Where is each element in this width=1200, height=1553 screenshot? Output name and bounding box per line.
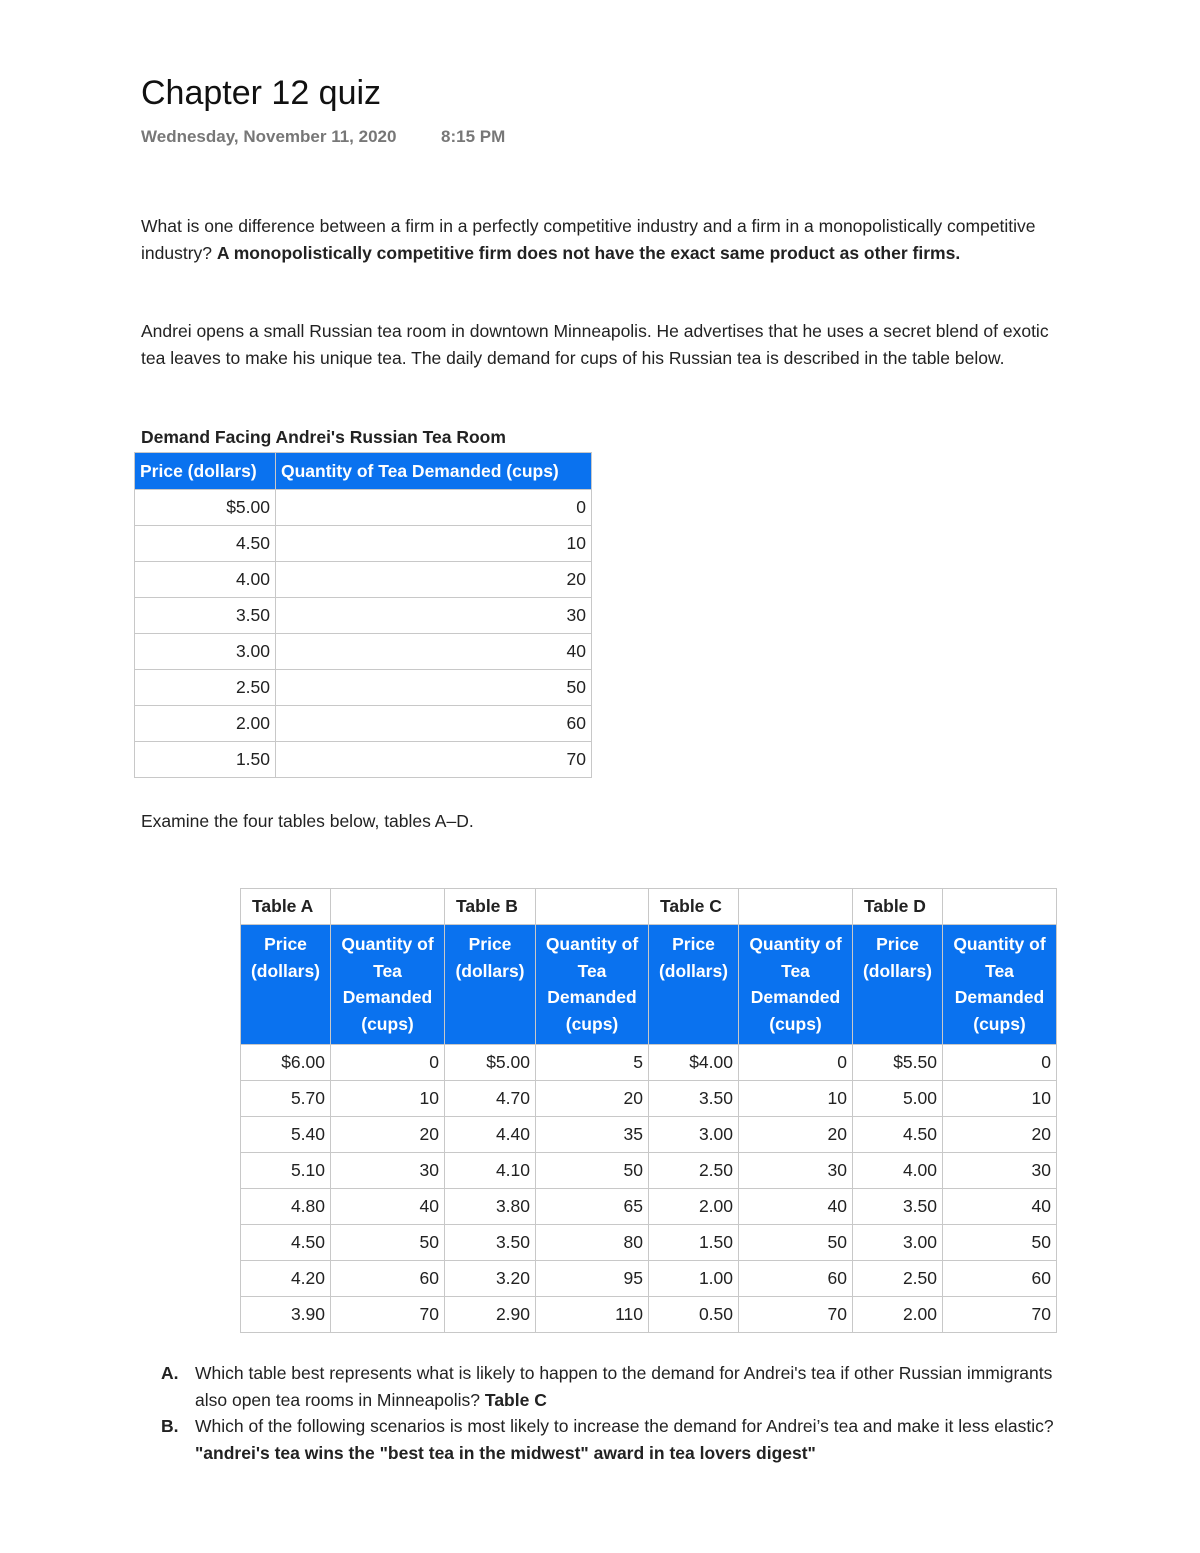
price-cell: 2.00 [853, 1297, 943, 1333]
table-label: Table D [853, 889, 943, 925]
table-label-row [241, 889, 1057, 925]
quantity-cell: 40 [276, 634, 592, 670]
quantity-cell: 20 [276, 562, 592, 598]
table-row [241, 1045, 1057, 1081]
quantity-cell: 70 [943, 1297, 1057, 1333]
price-cell: 3.50 [649, 1081, 739, 1117]
quantity-cell: 60 [943, 1261, 1057, 1297]
quantity-cell: 5 [536, 1045, 649, 1081]
tables-a-d [240, 888, 1057, 1333]
quantity-cell: 20 [331, 1117, 445, 1153]
quantity-cell: 110 [536, 1297, 649, 1333]
table-row [241, 1153, 1057, 1189]
price-cell: 3.50 [853, 1189, 943, 1225]
price-cell: 4.50 [241, 1225, 331, 1261]
empty-cell [943, 889, 1057, 925]
quantity-cell: 35 [536, 1117, 649, 1153]
price-header: Price (dollars) [445, 925, 536, 1045]
price-cell: $5.00 [445, 1045, 536, 1081]
quantity-cell: 50 [943, 1225, 1057, 1261]
table1-caption: Demand Facing Andrei's Russian Tea Room [141, 427, 506, 447]
table-label: Table C [649, 889, 739, 925]
quantity-cell: 80 [536, 1225, 649, 1261]
price-cell: 1.50 [135, 742, 276, 778]
price-cell: 5.70 [241, 1081, 331, 1117]
price-cell: 4.50 [135, 526, 276, 562]
price-cell: 4.10 [445, 1153, 536, 1189]
price-cell: 5.10 [241, 1153, 331, 1189]
quantity-header: Quantity of Tea Demanded (cups) [739, 925, 853, 1045]
quantity-cell: 10 [276, 526, 592, 562]
question-a [141, 1360, 1071, 1413]
quantity-cell: 65 [536, 1189, 649, 1225]
demand-table [134, 452, 592, 778]
table-row [135, 526, 592, 562]
quantity-cell: 10 [331, 1081, 445, 1117]
price-cell: 1.50 [649, 1225, 739, 1261]
price-cell: 5.00 [853, 1081, 943, 1117]
price-cell: 3.20 [445, 1261, 536, 1297]
table-row [241, 1081, 1057, 1117]
quantity-cell: 0 [331, 1045, 445, 1081]
price-cell: $4.00 [649, 1045, 739, 1081]
price-cell: 3.50 [445, 1225, 536, 1261]
table-label: Table B [445, 889, 536, 925]
empty-cell [536, 889, 649, 925]
price-cell: 1.00 [649, 1261, 739, 1297]
price-cell: 2.50 [649, 1153, 739, 1189]
quantity-cell: 95 [536, 1261, 649, 1297]
table-row [135, 598, 592, 634]
quantity-header: Quantity of Tea Demanded (cups) [331, 925, 445, 1045]
quantity-cell: 20 [943, 1117, 1057, 1153]
quantity-cell: 30 [943, 1153, 1057, 1189]
quantity-cell: 30 [331, 1153, 445, 1189]
quantity-cell: 70 [331, 1297, 445, 1333]
price-cell: 4.70 [445, 1081, 536, 1117]
quantity-cell: 30 [276, 598, 592, 634]
quantity-cell: 10 [943, 1081, 1057, 1117]
quantity-cell: 70 [739, 1297, 853, 1333]
price-cell: 4.40 [445, 1117, 536, 1153]
price-header: Price (dollars) [649, 925, 739, 1045]
table-row [135, 670, 592, 706]
quantity-header: Quantity of Tea Demanded (cups) [536, 925, 649, 1045]
quantity-cell: 60 [331, 1261, 445, 1297]
table-row [241, 1297, 1057, 1333]
price-cell: 2.50 [853, 1261, 943, 1297]
page-date: Wednesday, November 11, 2020 [141, 127, 397, 146]
price-cell: $5.50 [853, 1045, 943, 1081]
price-cell: $5.00 [135, 490, 276, 526]
quantity-cell: 50 [536, 1153, 649, 1189]
question-b [141, 1413, 1071, 1466]
examine-text: Examine the four tables below, tables A–D. [141, 811, 474, 831]
quantity-cell: 50 [331, 1225, 445, 1261]
price-header: Price (dollars) [853, 925, 943, 1045]
price-cell: 3.50 [135, 598, 276, 634]
table-row [135, 742, 592, 778]
price-cell: 0.50 [649, 1297, 739, 1333]
question-answer: Table C [484, 1389, 547, 1410]
price-cell: 2.00 [649, 1189, 739, 1225]
quantity-cell: 60 [276, 706, 592, 742]
quantity-header: Quantity of Tea Demanded (cups) [943, 925, 1057, 1045]
price-cell: 4.00 [853, 1153, 943, 1189]
table-row [135, 490, 592, 526]
quantity-cell: 0 [276, 490, 592, 526]
quantity-cell: 0 [943, 1045, 1057, 1081]
price-cell: 2.90 [445, 1297, 536, 1333]
quantity-cell: 20 [739, 1117, 853, 1153]
page-time: 8:15 PM [441, 127, 506, 146]
quantity-cell: 10 [739, 1081, 853, 1117]
quantity-cell: 0 [739, 1045, 853, 1081]
price-cell: 4.80 [241, 1189, 331, 1225]
price-header: Price (dollars) [241, 925, 331, 1045]
price-cell: 5.40 [241, 1117, 331, 1153]
price-cell: 4.20 [241, 1261, 331, 1297]
question-marker: B. [161, 1416, 179, 1436]
intro-paragraph: Andrei opens a small Russian tea room in downtown Minneapolis. He advertises that he uses a secret blend of exotic tea leaves to make his unique tea. The daily demand for cups of his Russian tea is described in the table below. [141, 321, 1049, 368]
empty-cell [739, 889, 853, 925]
header-row [241, 925, 1057, 1045]
table-label: Table A [241, 889, 331, 925]
table-row [135, 562, 592, 598]
price-cell: 3.90 [241, 1297, 331, 1333]
quantity-cell: 60 [739, 1261, 853, 1297]
quantity-cell: 70 [276, 742, 592, 778]
price-cell: $6.00 [241, 1045, 331, 1081]
quantity-cell: 20 [536, 1081, 649, 1117]
quantity-cell: 30 [739, 1153, 853, 1189]
question-1 [141, 213, 1061, 266]
question-text: Which of the following scenarios is most likely to increase the demand for Andrei’s tea and make it less elastic? [195, 1416, 1054, 1436]
price-cell: 3.00 [135, 634, 276, 670]
question-answer: "andrei's tea wins the "best tea in the midwest" award in tea lovers digest" [195, 1442, 816, 1463]
quantity-cell: 40 [331, 1189, 445, 1225]
table-row [135, 634, 592, 670]
quantity-cell: 50 [276, 670, 592, 706]
price-cell: 3.00 [649, 1117, 739, 1153]
quantity-cell: 40 [943, 1189, 1057, 1225]
question-list [141, 1360, 1071, 1466]
price-cell: 4.00 [135, 562, 276, 598]
empty-cell [331, 889, 445, 925]
table-row [241, 1117, 1057, 1153]
price-cell: 2.00 [135, 706, 276, 742]
question-1-text: What is one difference between a firm in a perfectly competitive industry and a firm in a monopolistically competitive industry? [141, 216, 1036, 263]
table-row [135, 706, 592, 742]
price-cell: 2.50 [135, 670, 276, 706]
question-1-answer: A monopolistically competitive firm does not have the exact same product as other firms. [216, 242, 961, 263]
question-text: Which table best represents what is likely to happen to the demand for Andrei's tea if other Russian immigrants also open tea rooms in Minneapolis? [195, 1363, 1053, 1410]
table-row [241, 1261, 1057, 1297]
table-row [241, 1189, 1057, 1225]
quantity-cell: 40 [739, 1189, 853, 1225]
price-cell: 3.00 [853, 1225, 943, 1261]
table1-header-price: Price (dollars) [135, 453, 276, 490]
table-row [241, 1225, 1057, 1261]
price-cell: 3.80 [445, 1189, 536, 1225]
quantity-cell: 50 [739, 1225, 853, 1261]
question-marker: A. [161, 1363, 179, 1383]
table1-header-quantity: Quantity of Tea Demanded (cups) [276, 453, 592, 490]
page-title: Chapter 12 quiz [141, 74, 382, 112]
price-cell: 4.50 [853, 1117, 943, 1153]
